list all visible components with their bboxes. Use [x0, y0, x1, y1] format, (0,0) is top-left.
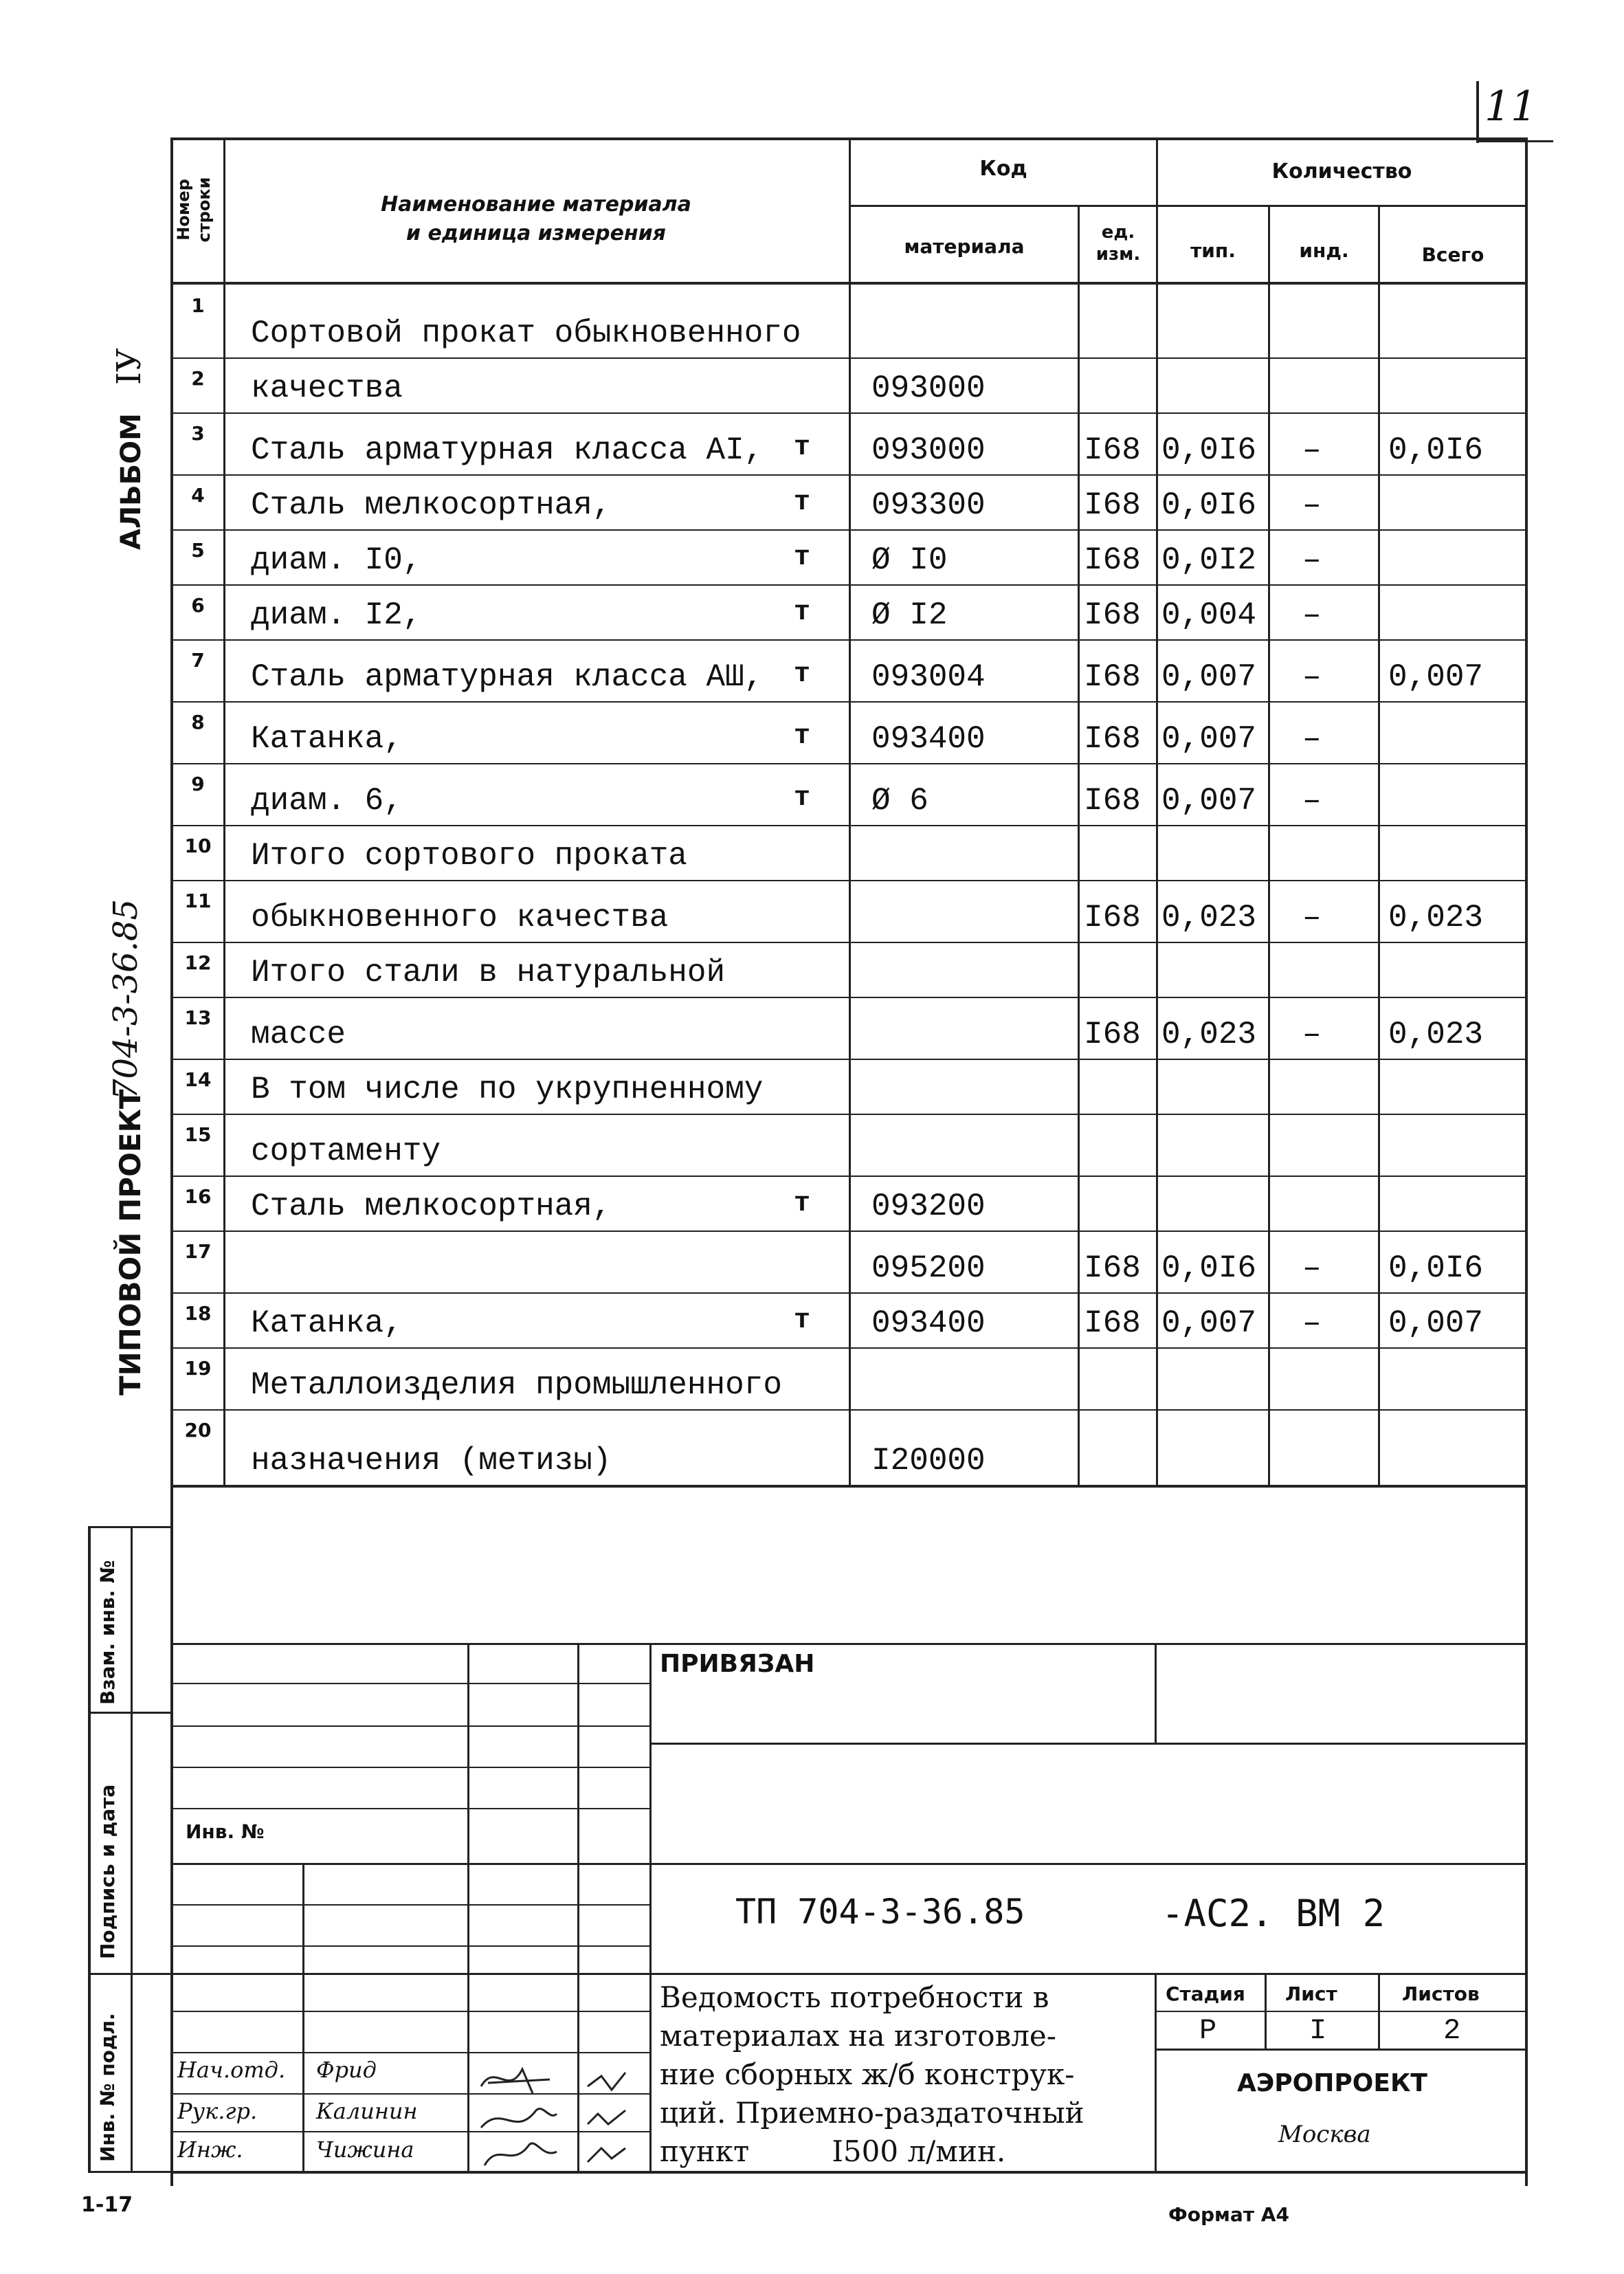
- header-code: Код: [979, 157, 1027, 181]
- row-number: 9: [191, 773, 205, 795]
- header-name-line1: Наименование материала: [381, 192, 691, 217]
- cell-name: массе: [251, 1017, 346, 1052]
- side-label-project-code: 704-3-36.85: [107, 898, 145, 1100]
- cell-typ: 0,0I2: [1161, 542, 1257, 578]
- sheets-value: 2: [1443, 2014, 1461, 2047]
- cell-name: обыкновенного качества: [251, 900, 669, 936]
- row-number: 16: [184, 1185, 212, 1208]
- cell-total: 0,0I6: [1388, 432, 1484, 468]
- document-description: [660, 1978, 1155, 2171]
- stamp-vz-inv: Взам. инв. №: [96, 1560, 119, 1705]
- cell-code: 093004: [871, 659, 986, 695]
- side-label-album-num: IУ: [110, 348, 148, 385]
- sheets-label: Листов: [1402, 1983, 1480, 2005]
- cell-ind: –: [1302, 721, 1322, 757]
- cell-code: Ø 6: [871, 783, 928, 819]
- description-line: пункт I500 л/мин.: [660, 2134, 1006, 2168]
- role-3: Инж.: [177, 2137, 243, 2163]
- cell-ed: I68: [1084, 783, 1141, 819]
- cell-ind: –: [1302, 1250, 1322, 1286]
- row-number: 3: [191, 422, 205, 445]
- row-number: 14: [184, 1068, 212, 1091]
- doc-code: ТП 704-3-36.85: [735, 1892, 1025, 1932]
- row-number: 11: [184, 890, 212, 912]
- row-number: 15: [184, 1123, 212, 1146]
- header-row-no: Номер строки: [174, 177, 214, 243]
- cell-ind: –: [1302, 1305, 1322, 1341]
- row-number: 12: [184, 951, 212, 974]
- side-label-project: ТИПОВОЙ ПРОЕКТ: [113, 1089, 147, 1395]
- cell-total: 0,007: [1388, 1305, 1484, 1341]
- cell-code: I20000: [871, 1443, 986, 1479]
- cell-typ: 0,023: [1161, 1017, 1257, 1052]
- stamp-inv-podl: Инв. № подл.: [96, 2013, 119, 2162]
- cell-name: Итого сортового проката: [251, 838, 687, 874]
- cell-ed: I68: [1084, 721, 1141, 757]
- cell-code: 093300: [871, 487, 986, 523]
- cell-name: диам. I0,: [251, 542, 422, 578]
- cell-name: Сталь мелкосортная,: [251, 1189, 612, 1224]
- cell-unit: т: [794, 659, 811, 690]
- cell-ind: –: [1302, 597, 1322, 633]
- cell-ed: I68: [1084, 1250, 1141, 1286]
- cell-total: 0,023: [1388, 900, 1484, 936]
- cell-name: качества: [251, 371, 403, 406]
- cell-ind: –: [1302, 1017, 1322, 1052]
- row-number: 17: [184, 1240, 212, 1263]
- header-q-ind: инд.: [1299, 239, 1349, 262]
- cell-typ: 0,0I6: [1161, 1250, 1257, 1286]
- stage-label: Стадия: [1166, 1983, 1245, 2005]
- cell-typ: 0,007: [1161, 659, 1257, 695]
- description-line: Ведомость потребности в: [660, 1980, 1049, 2014]
- org-name: АЭРОПРОЕКТ: [1237, 2069, 1427, 2097]
- cell-unit: т: [794, 542, 811, 573]
- stage-value: Р: [1199, 2014, 1217, 2047]
- cell-name: Сталь арматурная класса АШ,: [251, 659, 764, 695]
- cell-name: диам. 6,: [251, 783, 403, 819]
- header-q-typ: тип.: [1190, 239, 1236, 262]
- header-name-line2: и единица измерения: [406, 221, 666, 245]
- stamp-sign-date: Подпись и дата: [96, 1784, 119, 1959]
- cell-ed: I68: [1084, 432, 1141, 468]
- doc-suffix: -АС2. ВМ 2: [1161, 1892, 1386, 1935]
- page-number: 11: [1484, 82, 1537, 131]
- cell-code: Ø I0: [871, 542, 948, 578]
- cell-name: Сортовой прокат обыкновенного: [251, 316, 801, 351]
- cell-code: 093000: [871, 432, 986, 468]
- cell-unit: т: [794, 597, 811, 628]
- cell-unit: т: [794, 721, 811, 752]
- cell-typ: 0,007: [1161, 1305, 1257, 1341]
- header-quantity: Количество: [1271, 159, 1412, 184]
- cell-ind: –: [1302, 900, 1322, 936]
- row-number: 10: [184, 835, 212, 857]
- row-number: 7: [191, 649, 205, 672]
- cell-ed: I68: [1084, 487, 1141, 523]
- cell-typ: 0,004: [1161, 597, 1257, 633]
- cell-ind: –: [1302, 783, 1322, 819]
- cell-ed: I68: [1084, 900, 1141, 936]
- cell-ind: –: [1302, 487, 1322, 523]
- row-number: 4: [191, 484, 205, 507]
- cell-typ: 0,0I6: [1161, 432, 1257, 468]
- cell-total: 0,007: [1388, 659, 1484, 695]
- signatures: [467, 2055, 649, 2171]
- privyazan-label: ПРИВЯЗАН: [660, 1650, 815, 1678]
- cell-code: 093000: [871, 371, 986, 406]
- name-2: Калинин: [316, 2098, 418, 2124]
- cell-ind: –: [1302, 659, 1322, 695]
- description-line: материалах на изготовле-: [660, 2019, 1056, 2053]
- cell-name: Сталь мелкосортная,: [251, 487, 612, 523]
- description-line: ние сборных ж/б конструк-: [660, 2057, 1075, 2091]
- cell-unit: т: [794, 487, 811, 518]
- cell-typ: 0,0I6: [1161, 487, 1257, 523]
- row-number: 13: [184, 1006, 212, 1029]
- description-line: ций. Приемно-раздаточный: [660, 2096, 1084, 2130]
- sheet-value: I: [1309, 2014, 1327, 2047]
- cell-typ: 0,023: [1161, 900, 1257, 936]
- footer-left: 1-17: [81, 2193, 133, 2217]
- side-label-album: АЛЬБОМ: [115, 413, 147, 550]
- cell-code: 095200: [871, 1250, 986, 1286]
- cell-name: Сталь арматурная класса АI,: [251, 432, 764, 468]
- header-q-total: Всего: [1421, 243, 1484, 266]
- row-number: 5: [191, 539, 205, 562]
- role-2: Рук.гр.: [177, 2098, 258, 2124]
- header-code-material: материала: [904, 235, 1025, 258]
- role-1: Нач.отд.: [177, 2057, 286, 2083]
- cell-name: назначения (метизы): [251, 1443, 612, 1479]
- cell-ed: I68: [1084, 659, 1141, 695]
- cell-name: Катанка,: [251, 1305, 403, 1341]
- inv-label: Инв. №: [186, 1820, 265, 1843]
- cell-unit: т: [794, 1189, 811, 1219]
- cell-ed: I68: [1084, 1017, 1141, 1052]
- cell-name: Катанка,: [251, 721, 403, 757]
- cell-code: 093200: [871, 1189, 986, 1224]
- footer-format: Формат А4: [1168, 2203, 1289, 2226]
- cell-ind: –: [1302, 432, 1322, 468]
- row-number: 2: [191, 367, 205, 390]
- cell-unit: т: [794, 783, 811, 814]
- cell-name: Итого стали в натуральной: [251, 955, 726, 991]
- sheet-label: Лист: [1285, 1983, 1337, 2005]
- cell-name: Металлоизделия промышленного: [251, 1367, 782, 1403]
- row-number: 1: [191, 294, 205, 317]
- row-number: 19: [184, 1357, 212, 1380]
- cell-total: 0,0I6: [1388, 1250, 1484, 1286]
- cell-unit: т: [794, 432, 811, 463]
- name-3: Чижина: [316, 2137, 414, 2163]
- cell-ed: I68: [1084, 542, 1141, 578]
- cell-ind: –: [1302, 542, 1322, 578]
- cell-code: Ø I2: [871, 597, 948, 633]
- cell-ed: I68: [1084, 597, 1141, 633]
- cell-typ: 0,007: [1161, 721, 1257, 757]
- row-number: 8: [191, 711, 205, 733]
- row-number: 18: [184, 1302, 212, 1325]
- header-code-unit: ед. изм.: [1095, 222, 1141, 265]
- row-number: 6: [191, 594, 205, 617]
- cell-code: 093400: [871, 721, 986, 757]
- cell-ed: I68: [1084, 1305, 1141, 1341]
- cell-typ: 0,007: [1161, 783, 1257, 819]
- row-number: 20: [184, 1419, 212, 1442]
- org-city: Москва: [1278, 2121, 1371, 2148]
- cell-unit: т: [794, 1305, 811, 1336]
- cell-name: сортаменту: [251, 1134, 441, 1169]
- cell-total: 0,023: [1388, 1017, 1484, 1052]
- cell-name: диам. I2,: [251, 597, 422, 633]
- cell-code: 093400: [871, 1305, 986, 1341]
- name-1: Фрид: [316, 2057, 377, 2083]
- cell-name: В том числе по укрупненному: [251, 1072, 764, 1107]
